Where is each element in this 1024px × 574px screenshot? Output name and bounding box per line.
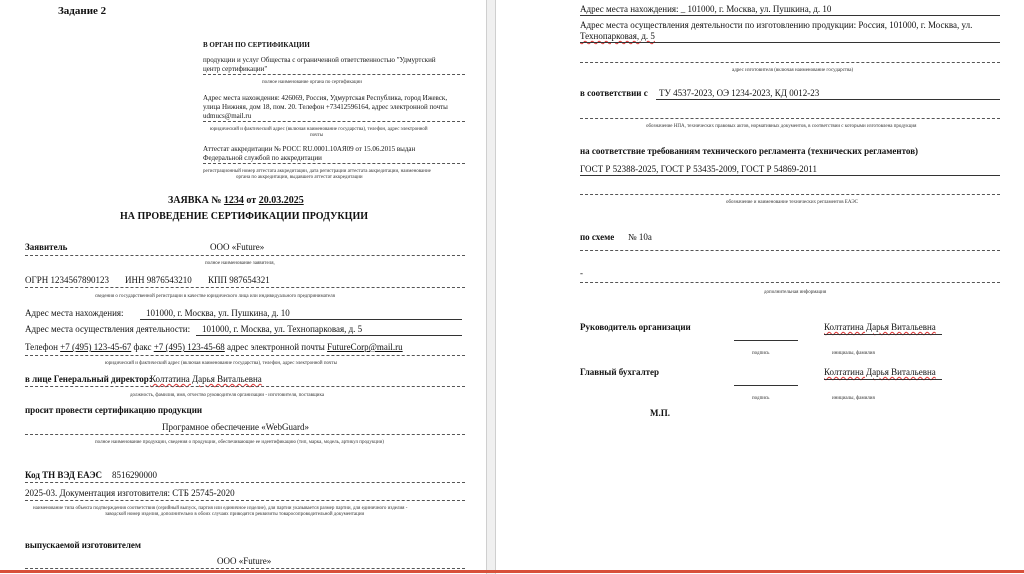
maker-address-caption: адрес изготовителя (включая наименование государства) [732, 68, 854, 73]
documentation-caption-2: заводской номер изделия, дополнительно в обоих случаях приводятся реквизиты товаросопроводительной документации [105, 512, 365, 517]
documentation-caption-1: наименование типа объекта подтверждения соответствия (серийный выпуск, партия или единичное изделие), для партии указывается размер партии, для единичного изделия - [33, 506, 408, 511]
zayavka-ot: от [246, 195, 257, 206]
attest-2: Федеральной службой по аккредитации [203, 154, 322, 162]
organ-name-1: продукции и услуг Общества с ограниченной ответственностью "Удмуртский [203, 56, 436, 64]
request-text: просит провести сертификацию продукции [25, 405, 203, 415]
email-label: адрес электронной почты [227, 342, 325, 352]
zayavka-label: ЗАЯВКА № [168, 195, 222, 206]
document-page-left [0, 0, 486, 574]
head-name-text: Колтатина Дарья Витальевна [824, 322, 936, 332]
person-value [150, 374, 262, 385]
product-value: Програмное обеспечение «WebGuard» [162, 422, 309, 432]
maker-label: выпускаемой изготовителем [25, 540, 142, 550]
zayavka-date: 20.03.2025 [258, 195, 304, 206]
organ-address-1: Адрес места нахождения: 426069, Россия, Удмуртская Республика, город Ижевск, [203, 94, 448, 102]
applicant-address-value: 101000, г. Москва, ул. Пушкина, д. 10 [146, 308, 290, 318]
organ-address-2: улица Нижняя, дом 18, пом. 20. Телефон +73412596164, адрес электронной почты [203, 103, 448, 111]
email-value: FutureCorp@mail.ru [327, 342, 403, 352]
ogrn: ОГРН 1234567890123 [25, 275, 109, 285]
inn: ИНН 9876543210 [125, 275, 192, 285]
tnved-label: Код ТН ВЭД ЕАЭС [25, 470, 103, 480]
phone-label: Телефон [25, 342, 58, 352]
tr-caption: обозначение и наименование технических регламентов ЕАЭС [726, 200, 858, 205]
zayavka-number: 1234 [223, 195, 244, 206]
person-label: в лице Генеральный директор: [25, 374, 152, 384]
attest-1: Аттестат аккредитации № РОСС RU.0001.10АЯ09 от 15.06.2015 выдан [203, 145, 416, 153]
organ-caption: полное наименование органа по сертификации [262, 80, 362, 85]
task-title: Задание 2 [58, 5, 107, 17]
tnved-value: 8516290000 [112, 470, 157, 480]
tr-heading: на соответствие требованиям технического регламента (технических регламентов) [580, 146, 919, 156]
applicant-label: Заявитель [25, 242, 68, 252]
accountant-label: Главный бухгалтер [580, 367, 660, 377]
zayavka-line [168, 195, 304, 206]
document-page-right [496, 0, 1024, 574]
activity-address-label: Адрес места осуществления деятельности: [25, 324, 191, 334]
to-organ: В ОРГАН ПО СЕРТИФИКАЦИИ [203, 41, 310, 49]
fax-value: +7 (495) 123-45-68 [153, 342, 225, 352]
maker-address-activity-1: Адрес места осуществления деятельности по изготовлению продукции: Россия, 101000, г. Москва, ул. [580, 20, 973, 30]
maker-address-location: Адрес места нахождения: _ 101000, г. Москва, ул. Пушкина, д. 10 [580, 4, 832, 14]
scheme-value: № 10а [628, 232, 652, 242]
maker-value: ООО «Future» [217, 556, 272, 566]
organ-address-caption-1: юридический и фактический адрес (включая наименование государства), телефон, адрес электронной [210, 127, 428, 132]
stamp-label: М.П. [650, 408, 670, 418]
head-sign-caption: подпись [752, 351, 770, 356]
attest-caption-1: регистрационный номер аттестата аккредитации, дата регистрации аттестата аккредитации, наименование [203, 169, 431, 174]
organ-name-2: центр сертификации" [203, 65, 268, 73]
conform-label: в соответствии с [580, 88, 648, 98]
contacts-line [25, 342, 403, 353]
head-label: Руководитель организации [580, 322, 691, 332]
applicant-address-label: Адрес места нахождения: [25, 308, 124, 318]
documentation-line: 2025-03. Документация изготовителя: СТБ 25745-2020 [25, 488, 235, 498]
accountant-sign-caption: подпись [752, 396, 770, 401]
kpp: КПП 987654321 [208, 275, 270, 285]
document-heading: НА ПРОВЕДЕНИЕ СЕРТИФИКАЦИИ ПРОДУКЦИИ [120, 211, 369, 222]
accountant-name [824, 367, 936, 378]
contacts-caption: юридический и фактический адрес (включая наименование государства), телефон, адрес электронной почты [105, 361, 337, 366]
maker-address-activity-2 [580, 31, 655, 42]
bottom-accent-line [0, 570, 1024, 573]
tr-value: ГОСТ Р 52388-2025, ГОСТ Р 53435-2009, ГОСТ Р 54869-2011 [580, 164, 817, 174]
registration-caption: сведения о государственной регистрации в качестве юридического лица или индивидуального предпринимателя [95, 294, 335, 299]
attest-caption-2: органа по аккредитации, выдавшего аттестат аккредитации [236, 175, 363, 180]
accountant-name-text: Колтатина Дарья Витальевна [824, 367, 936, 377]
accountant-initials-caption: инициалы, фамилия [832, 396, 875, 401]
head-initials-caption: инициалы, фамилия [832, 351, 875, 356]
product-caption: полное наименование продукции, сведения о продукции, обеспечивающие ее идентификацию (тип, марка, модель, артикул продукции) [95, 440, 384, 445]
fax-label: факс [133, 342, 152, 352]
conform-value: ТУ 4537-2023, ОЭ 1234-2023, КД 0012-23 [659, 88, 820, 98]
maker-address-street: Технопарковая, д. 5 [580, 31, 655, 41]
activity-address-value: 101000, г. Москва, ул. Технопарковая, д. 5 [202, 324, 363, 334]
head-name [824, 322, 936, 333]
organ-address-3: udmucs@mail.ru [203, 112, 252, 120]
page-gutter [486, 0, 496, 574]
phone-value: +7 (495) 123-45-67 [60, 342, 132, 352]
extra-info-value: - [580, 268, 583, 278]
applicant-caption: полное наименование заявителя, [205, 261, 275, 266]
applicant-value: ООО «Future» [210, 242, 265, 252]
scheme-label: по схеме [580, 232, 615, 242]
organ-address-caption-2: почты [310, 133, 324, 138]
extra-info-caption: дополнительная информация [764, 290, 827, 295]
person-name: Колтатина Дарья Витальевна [150, 374, 262, 384]
conform-caption: обозначение НПА, технических правовых актов, нормативных документов, в соответствии с которыми изготовлена продукция [646, 124, 917, 129]
person-caption: должность, фамилия, имя, отчество руководителя организации - изготовителя, поставщика [130, 393, 325, 398]
